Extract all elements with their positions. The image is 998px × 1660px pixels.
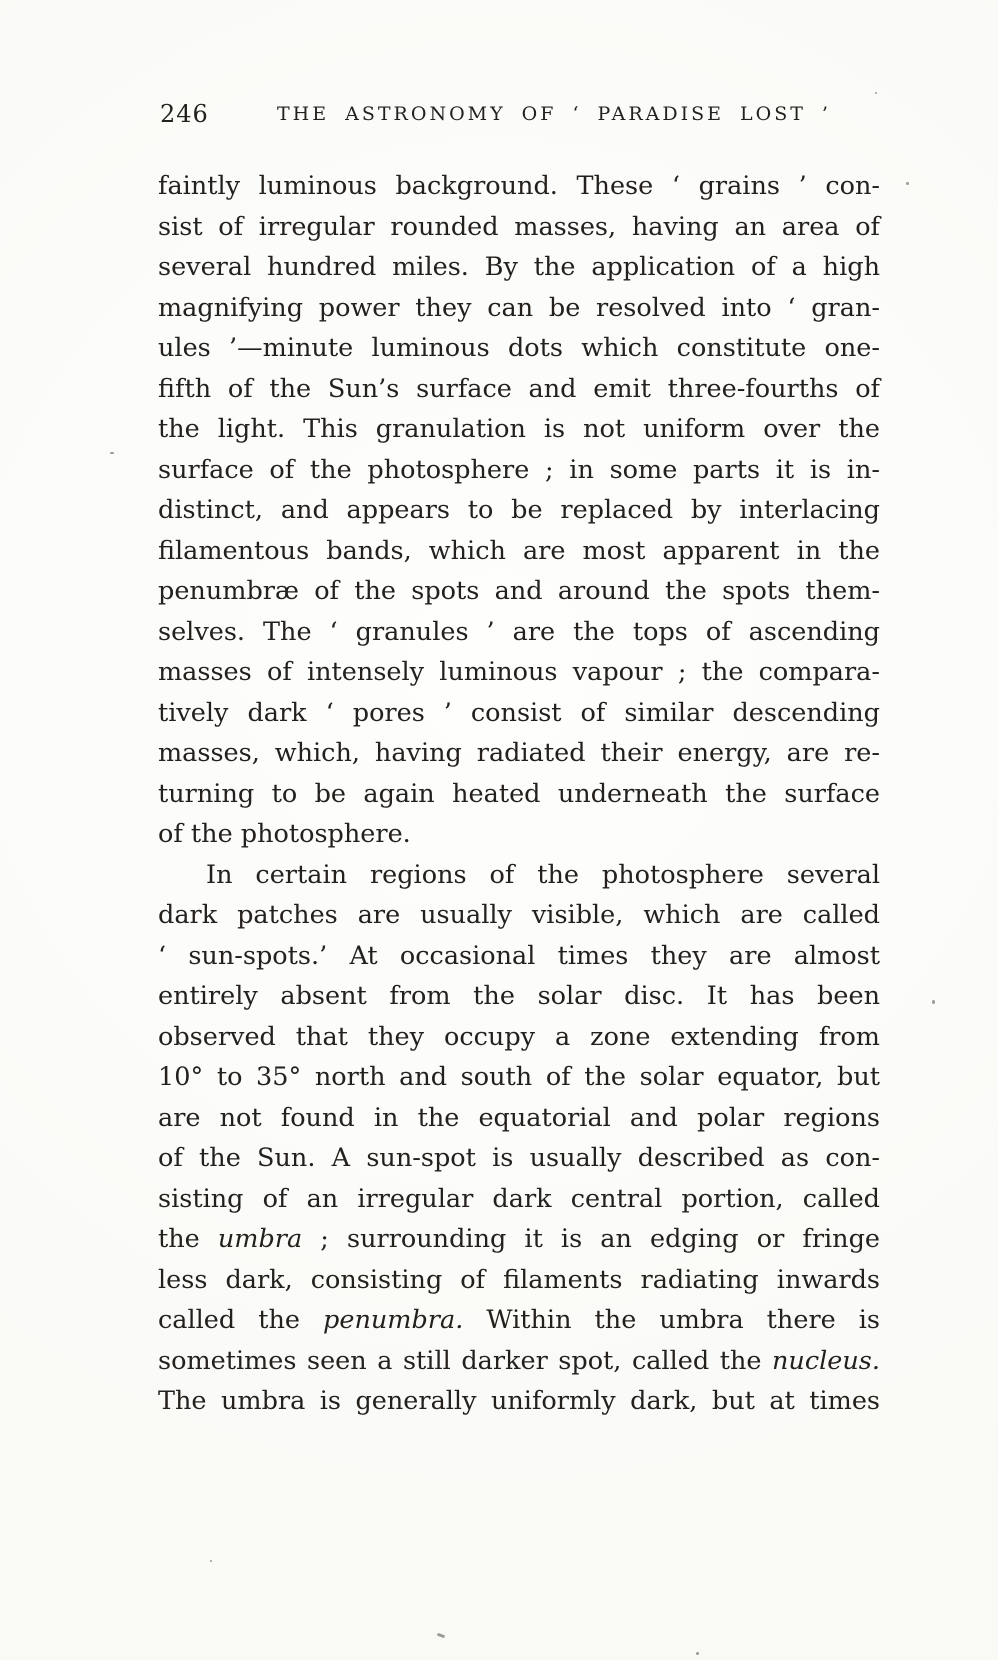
text-segment: fifth of the Sun’s surface and emit three-fourths of xyxy=(158,373,880,404)
text-segment: sist of irregular rounded masses, having an area of xyxy=(158,211,880,242)
text-line xyxy=(158,612,880,653)
text-segment: less dark, consisting of filaments radiating inwards xyxy=(158,1264,880,1295)
text-line xyxy=(158,288,880,329)
text-line xyxy=(158,895,880,936)
text-line xyxy=(158,855,880,896)
text-segment: observed that they occupy a zone extending from xyxy=(158,1021,880,1052)
text-line xyxy=(158,1260,880,1301)
text-segment: sisting of an irregular dark central portion, called xyxy=(158,1183,880,1214)
text-segment: are not found in the equatorial and polar regions xyxy=(158,1102,880,1133)
text-line xyxy=(158,1341,880,1382)
italic-term: nucleus. xyxy=(772,1345,880,1376)
text-line xyxy=(158,571,880,612)
text-line xyxy=(158,1381,880,1422)
text-segment: of the Sun. A sun-spot is usually described as con- xyxy=(158,1143,880,1173)
text-segment: Within the umbra there is xyxy=(463,1305,881,1335)
scan-speck xyxy=(932,1000,935,1004)
text-segment: filamentous bands, which are most apparent in the xyxy=(158,535,880,566)
running-header-title: THE ASTRONOMY OF ‘ PARADISE LOST ’ xyxy=(277,103,831,125)
italic-term: umbra xyxy=(217,1224,303,1254)
text-line xyxy=(158,1057,880,1098)
text-segment: distinct, and appears to be replaced by interlacing xyxy=(158,495,880,525)
text-line xyxy=(158,490,880,531)
text-line xyxy=(158,652,880,693)
scan-speck xyxy=(110,452,114,454)
text-line xyxy=(158,1098,880,1139)
text-block xyxy=(158,166,880,1422)
text-segment: masses of intensely luminous vapour ; the compara- xyxy=(158,657,880,687)
text-line xyxy=(158,1138,880,1179)
page-number: 246 xyxy=(160,100,209,128)
text-line xyxy=(158,166,880,207)
scan-speck xyxy=(875,92,877,94)
text-segment: 10° to 35° north and south of the solar equator, but xyxy=(158,1062,880,1092)
text-segment: ; surrounding it is an edging or fringe xyxy=(302,1224,880,1254)
text-segment: sometimes seen a still darker spot, called the xyxy=(158,1345,772,1376)
text-line xyxy=(158,247,880,288)
running-head xyxy=(158,100,880,132)
text-segment: turning to be again heated underneath the surface xyxy=(158,778,880,809)
text-line xyxy=(158,1300,880,1341)
text-segment: of the photosphere. xyxy=(158,819,411,849)
text-segment: tively dark ‘ pores ’ consist of similar descending xyxy=(158,697,880,728)
text-line xyxy=(158,328,880,369)
text-line xyxy=(158,450,880,491)
text-segment: penumbræ of the spots and around the spots them- xyxy=(158,576,880,606)
text-line xyxy=(158,774,880,815)
text-line xyxy=(158,693,880,734)
text-line xyxy=(158,1179,880,1220)
text-line xyxy=(158,1219,880,1260)
text-line xyxy=(158,936,880,977)
text-segment: magnifying power they can be resolved into ‘ gran- xyxy=(158,292,880,323)
text-segment: called the xyxy=(158,1305,324,1335)
text-segment: In certain regions of the photosphere several xyxy=(206,859,880,890)
scan-speck xyxy=(437,1633,446,1639)
text-line xyxy=(158,733,880,774)
text-segment: dark patches are usually visible, which are called xyxy=(158,900,880,930)
scan-speck xyxy=(210,1560,212,1562)
text-line xyxy=(158,409,880,450)
text-segment: entirely absent from the solar disc. It has been xyxy=(158,981,880,1011)
text-segment: masses, which, having radiated their energy, are re- xyxy=(158,738,880,768)
text-segment: the xyxy=(158,1224,218,1254)
text-line xyxy=(158,976,880,1017)
text-line xyxy=(158,814,880,855)
text-segment: ‘ sun-spots.’ At occasional times they are almost xyxy=(158,940,880,971)
text-segment: ules ’—minute luminous dots which constitute one- xyxy=(158,333,880,363)
text-segment: faintly luminous background. These ‘ grains ’ con- xyxy=(158,171,880,201)
italic-term: penumbra. xyxy=(323,1305,464,1335)
text-segment: surface of the photosphere ; in some parts it is in- xyxy=(158,454,880,485)
text-line xyxy=(158,1017,880,1058)
text-segment: the light. This granulation is not uniform over the xyxy=(158,414,880,444)
text-segment: The umbra is generally uniformly dark, but at times xyxy=(158,1386,880,1416)
text-line xyxy=(158,207,880,248)
text-segment: selves. The ‘ granules ’ are the tops of ascending xyxy=(158,616,880,647)
scan-speck xyxy=(906,182,909,185)
text-line xyxy=(158,369,880,410)
scan-speck xyxy=(696,1652,699,1655)
text-line xyxy=(158,531,880,572)
text-segment: several hundred miles. By the application of a high xyxy=(158,252,880,282)
